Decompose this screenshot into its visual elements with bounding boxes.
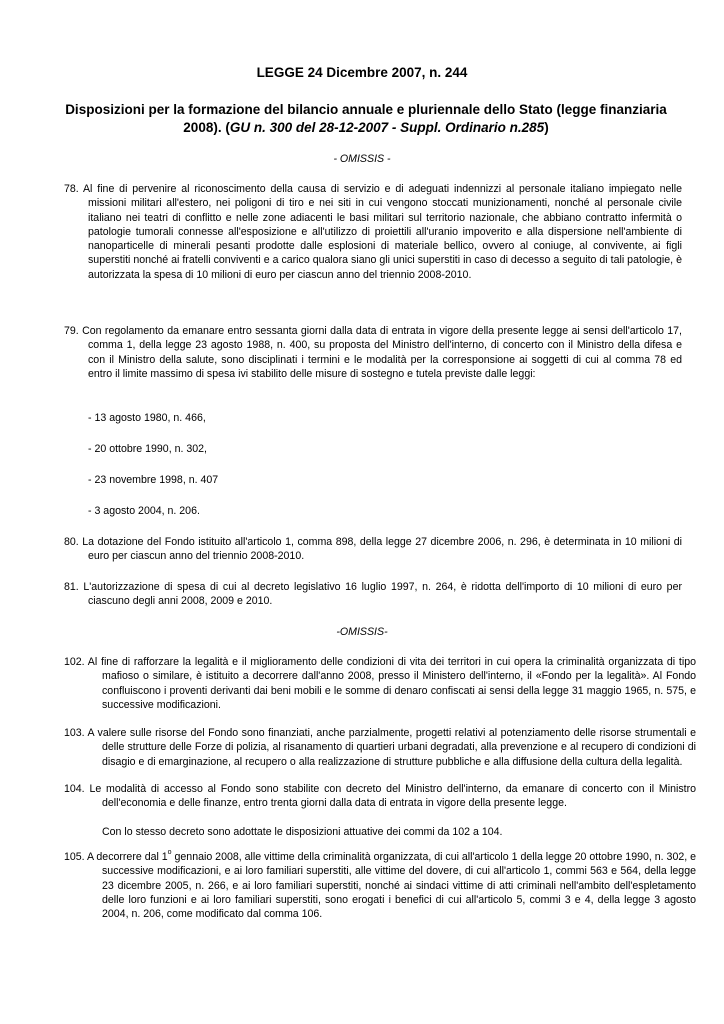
law-reference-item: - 20 ottobre 1990, n. 302, bbox=[88, 443, 207, 455]
paragraph-105-start: 105. A decorrere dal 1 bbox=[64, 851, 168, 863]
paragraph-104-continuation: Con lo stesso decreto sono adottate le disposizioni attuative dei commi da 102 a 104. bbox=[102, 826, 503, 838]
law-reference-item: - 13 agosto 1980, n. 466, bbox=[88, 412, 206, 424]
law-reference-item: - 3 agosto 2004, n. 206. bbox=[88, 505, 200, 517]
paragraph-102: 102. Al fine di rafforzare la legalità e il miglioramento delle condizioni di vita dei territori in cui opera la criminalità organizzata di tipo mafioso o similare, è istituito a decorrere dall'anno 2008, presso il Ministero dell'interno, il «Fondo per la legalità». Al Fondo confluiscono i proventi derivanti dai beni mobili e le somme di denaro confiscati ai sensi della legge 31 maggio 1965, n. 575, e successive modificazioni. bbox=[64, 656, 696, 711]
omissis-marker-2: -OMISSIS- bbox=[336, 626, 388, 638]
subtitle-gazette-reference: GU n. 300 del 28-12-2007 - Suppl. Ordinario n.285 bbox=[229, 120, 545, 135]
law-reference-item: - 23 novembre 1998, n. 407 bbox=[88, 474, 219, 486]
paragraph-105-rest: gennaio 2008, alle vittime della criminalità organizzata, di cui all'articolo 1 della legge 20 ottobre 1990, n. 302, e successive modificazioni, e ai loro familiari superstiti, alle vittime del dovere, di cui all'articolo 1, commi 563 e 564, della legge 23 dicembre 2005, n. 266, e ai loro familiari superstiti, nonché ai sindaci vittime di atti criminali nell'ambito dell'espletamento delle loro funzioni e ai loro familiari superstiti, sono erogati i benefici di cui all'articolo 5, commi 3 e 4, della legge 3 agosto 2004, n. 206, come modificato dal comma 106. bbox=[102, 851, 697, 921]
paragraph-105 bbox=[64, 850, 696, 921]
subtitle-end: ) bbox=[544, 120, 549, 135]
ordinal-superscript: o bbox=[167, 849, 172, 856]
paragraph-103: 103. A valere sulle risorse del Fondo sono finanziati, anche parzialmente, progetti relativi al potenziamento delle risorse strumentali e delle strutture delle Forze di polizia, al risanamento di quartieri urbani degradati, alla prevenzione e al recupero di condizioni di disagio e di emarginazione, al recupero o alla realizzazione di strutture pubbliche e alla diffusione della cultura della legalità. bbox=[64, 727, 696, 768]
paragraph-104: 104. Le modalità di accesso al Fondo sono stabilite con decreto del Ministro dell'interno, da emanare di concerto con il Ministro dell'economia e delle finanze, entro trenta giorni dalla data di entrata in vigore della presente legge. bbox=[64, 783, 696, 810]
subtitle-main: Disposizioni per la formazione del bilancio annuale e pluriennale dello Stato (legge finanziaria 2008). ( bbox=[65, 102, 667, 135]
law-title: LEGGE 24 Dicembre 2007, n. 244 bbox=[256, 65, 468, 80]
paragraph-79: 79. Con regolamento da emanare entro sessanta giorni dalla data di entrata in vigore della presente legge ai sensi dell'articolo 17, comma 1, della legge 23 agosto 1988, n. 400, su proposta del Ministro dell'interno, di concerto con il Ministro della difesa e con il Ministro della salute, sono disciplinati i termini e le modalità per la corresponsione ai soggetti di cui al comma 78 ed entro il limite massimo di spesa ivi stabilito delle misure di sostegno e tutela previste dalle leggi: bbox=[64, 325, 682, 380]
law-subtitle bbox=[60, 101, 672, 137]
paragraph-81: 81. L'autorizzazione di spesa di cui al decreto legislativo 16 luglio 1997, n. 264, è ridotta dell'importo di 10 milioni di euro per ciascuno degli anni 2008, 2009 e 2010. bbox=[64, 581, 682, 608]
paragraph-80: 80. La dotazione del Fondo istituito all'articolo 1, comma 898, della legge 27 dicembre 2006, n. 296, è determinata in 10 milioni di euro per ciascun anno del triennio 2008-2010. bbox=[64, 536, 682, 563]
omissis-marker-1: - OMISSIS - bbox=[333, 153, 391, 165]
paragraph-78: 78. Al fine di pervenire al riconoscimento della causa di servizio e di adeguati indennizzi al personale italiano impiegato nelle missioni militari all'estero, nei poligoni di tiro e nei siti in cui vengono stoccati munizionamenti, nonché al personale civile italiano nei teatri di conflitto e nelle zone adiacenti le basi militari sul territorio nazionale, che abbiano contratto infermità o patologie tumorali connesse all'esposizione e all'utilizzo di proiettili all'uranio impoverito e alla dispersione nell'ambiente di nanoparticelle di minerali pesanti prodotte dalle esplosioni di materiale bellico, ovvero al coniuge, al convivente, ai figli superstiti nonché ai fratelli conviventi e a carico qualora siano gli unici superstiti in caso di decesso a seguito di tali patologie, è autorizzata la spesa di 10 milioni di euro per ciascun anno del triennio 2008-2010. bbox=[64, 183, 682, 281]
